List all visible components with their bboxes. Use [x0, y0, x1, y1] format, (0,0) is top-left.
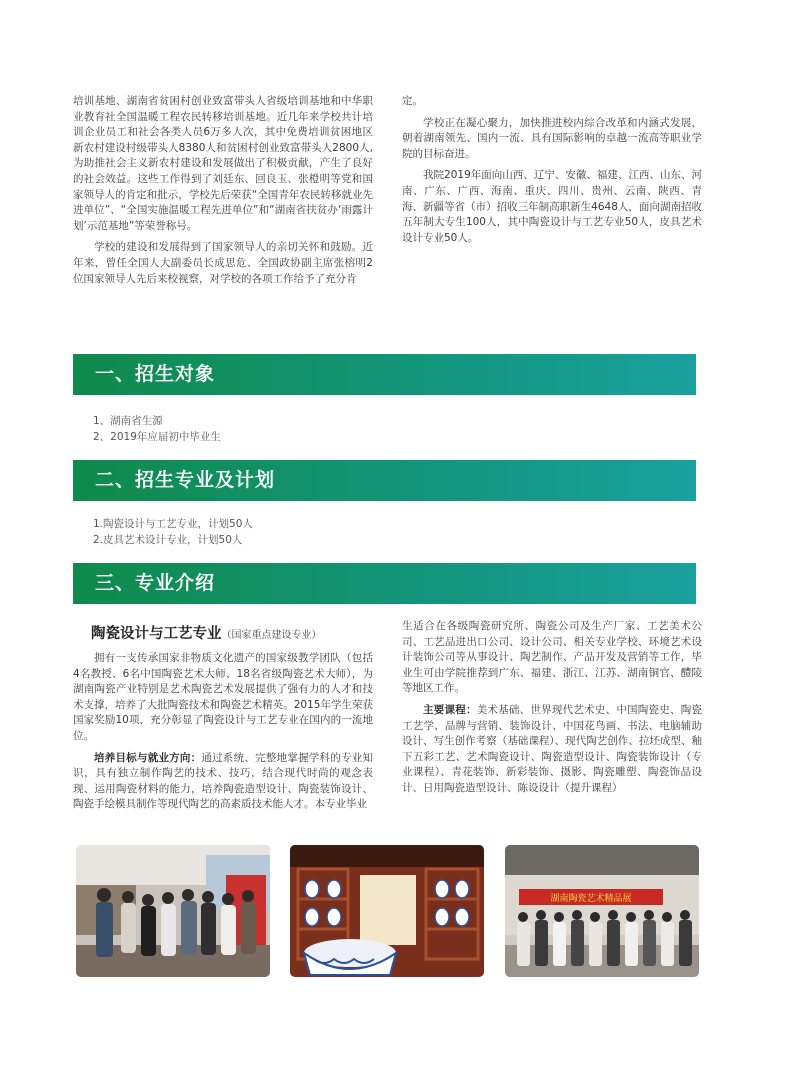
photo-group-banner [505, 845, 699, 977]
major-title [91, 622, 373, 643]
admission-target-list [93, 414, 221, 445]
banner-text: 湖南陶瓷艺术精品展 [550, 894, 632, 904]
intro-left-column [73, 94, 373, 287]
list-item: 2、2019年应届初中毕业生 [93, 430, 221, 443]
major-name: 陶瓷设计与工艺专业 [91, 626, 222, 642]
intro-paragraph: 学校的建设和发展得到了国家领导人的亲切关怀和鼓励。近年来，曾任全国人大副委员长成思危、全国政协副主席张榕明2位国家领导人先后来校视察，对学校的各项工作给予了充分肯 [73, 241, 373, 285]
course-label: 主要课程： [423, 703, 477, 716]
intro-paragraph: 学校正在凝心聚力，加快推进校内综合改革和内涵式发展，朝着湖南领先、国内一流、具有国际影响的卓越一流高等职业学院的目标奋进。 [402, 116, 702, 160]
list-item: 2.皮具艺术设计专业，计划50人 [93, 533, 243, 546]
section-banner-admission-target: 一、招生对象 [73, 354, 696, 395]
course-text: 美术基础、世界现代艺术史、中国陶瓷史、陶瓷工艺学、品牌与营销、装饰设计、中国花鸟画、书法、电脑辅助设计、写生创作考察（基础课程）、现代陶艺创作、拉坯成型、釉下五彩工艺、艺术陶瓷设计、陶瓷造型设计、陶瓷装饰设计（专业课程）、青花装饰、新彩装饰、摄影、陶瓷雕塑、陶瓷饰品设计、日用陶瓷造型设计、陈设设计（提升课程） [402, 703, 703, 794]
major-paragraph: 生适合在各级陶瓷研究所、陶瓷公司及生产厂家、工艺美术公司、工艺品进出口公司、设计公司、相关专业学校、环境艺术设计装饰公司等从事设计、陶艺制作、产品开发及营销等工作，毕业生可由学院推荐到广东、福建、浙江、江苏、湖南铜官、醴陵等地区工作。 [402, 620, 702, 695]
section-banner-majors-plan: 二、招生专业及计划 [73, 460, 696, 501]
goal-label: 培养目标与就业方向： [94, 751, 202, 764]
majors-plan-list [93, 517, 253, 548]
intro-paragraph: 培训基地、湖南省贫困村创业致富带头人省级培训基地和中华职业教育社全国温暖工程农民转移培训基地。近几年来学校共计培训企业员工和社会各类人员6万多人次，其中免费培训贫困地区新农村建设村级带头人8380人和贫困村创业致富带头人2800人,为助推社会主义新农村建设和发展做出了积极贡献，产生了良好的社会效益。这些工作得到了刘廷东、回良玉、张橙明等党和国家领导人的肯定和批示，学校先后荣获“全国青年农民转移就业先进单位”、“全国实施温暖工程先进单位”和“湖南省扶贫办‘雨露计划’示范基地”等荣誉称号。 [73, 95, 373, 232]
intro-right-column [402, 94, 702, 246]
list-item: 1.陶瓷设计与工艺专业，计划50人 [93, 518, 253, 530]
photo-ceramic-showroom [290, 845, 484, 977]
list-item: 1、湖南省生源 [93, 415, 163, 427]
major-subtitle: （国家重点建设专业） [221, 630, 322, 641]
major-left-column [73, 622, 373, 813]
intro-paragraph: 定。 [402, 95, 423, 107]
intro-paragraph: 我院2019年面向山西、辽宁、安徽、福建、江西、山东、河南、广东、广西、海南、重庆、四川、贵州、云南、陕西、青海、新疆等省（市）招收三年制高职新生4648人，面向湖南招收五年制大专生100人，其中陶瓷设计与工艺专业50人，皮具艺术设计专业50人。 [402, 169, 702, 244]
major-right-column [402, 619, 702, 797]
section-banner-major-intro: 三、专业介绍 [73, 563, 696, 604]
goal-text: 通过系统、完整地掌握学科的专业知识，具有独立制作陶艺的技术、技巧，结合现代时尚的观念表现、运用陶瓷材料的能力，培养陶瓷造型设计、陶瓷装饰设计、陶瓷手绘模具制作等现代陶艺的高素质技术能人才。本专业毕业 [73, 751, 374, 811]
photo-group-exhibition [76, 845, 270, 977]
major-paragraph: 拥有一支传承国家非物质文化遗产的国家级教学团队（包括4名教授、6名中国陶瓷艺术大师、18名省级陶瓷艺术大师），为湖南陶瓷产业特别是艺术陶瓷艺术发展提供了强有力的人才和技术支撑，培养了大批陶瓷技术和陶瓷艺术精英。2015年学生荣获国家奖励10项，充分彰显了陶瓷设计与工艺专业在国内的一流地位。 [73, 652, 373, 742]
major-goal-paragraph [73, 751, 373, 813]
course-paragraph [402, 703, 702, 797]
